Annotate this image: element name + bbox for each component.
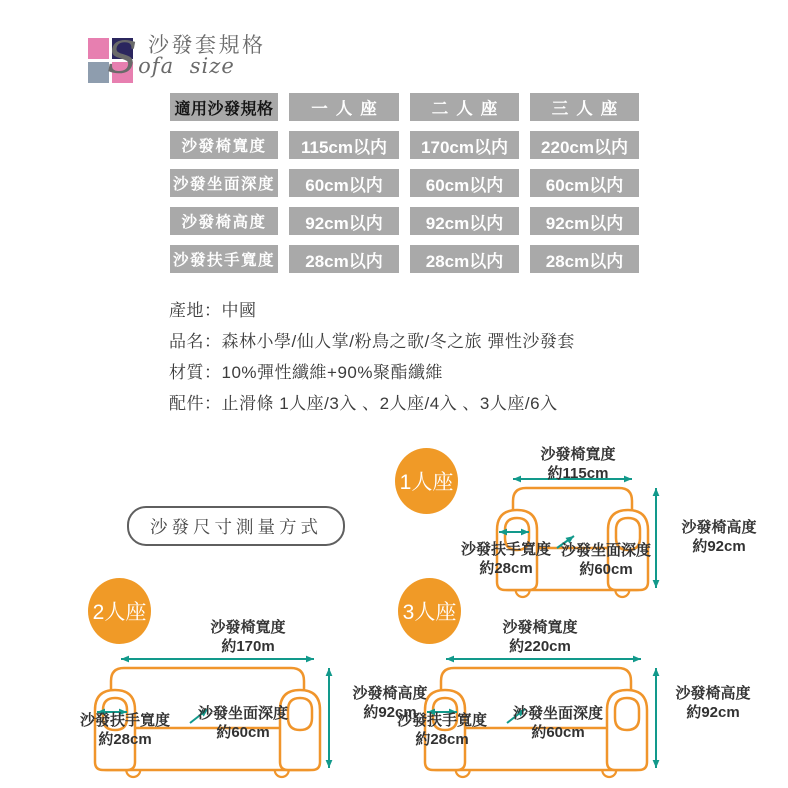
seat-depth-measure-label: 沙發坐面深度 約60cm	[197, 705, 288, 741]
width-measure-label: 沙發椅寬度 約220cm	[502, 619, 578, 655]
spec-cell: 115cm以内	[289, 131, 399, 159]
spec-cell: 60cm以内	[530, 169, 639, 197]
info-line-accessory: 配件：止滑條 1人座/3入 、2人座/4入 、3人座/6入	[169, 394, 558, 413]
armrest-measure-label: 沙發扶手寬度 約28cm	[396, 712, 487, 748]
column-header-3-seater: 三人座	[530, 93, 639, 121]
spec-cell: 60cm以内	[410, 169, 519, 197]
spec-table	[170, 93, 639, 273]
info-line-material: 材質：10%彈性纖維+90%聚酯纖維	[169, 363, 443, 382]
armrest-measure-label: 沙發扶手寬度 約28cm	[79, 712, 170, 748]
spec-cell: 28cm以内	[289, 245, 399, 273]
row-label-sofa-height: 沙發椅高度	[170, 207, 278, 235]
table-corner-header: 適用沙發規格	[170, 93, 278, 121]
seat-depth-measure-label: 沙發坐面深度 約60cm	[512, 705, 603, 741]
spec-cell: 28cm以内	[410, 245, 519, 273]
height-measure-label: 沙發椅高度 約92cm	[352, 685, 428, 721]
column-header-1-seater: 一人座	[289, 93, 399, 121]
badge-2-seater: 2人座	[88, 578, 151, 644]
badge-1-seater: 1人座	[395, 448, 458, 514]
column-header-2-seater: 二人座	[410, 93, 519, 121]
logo-square-slate-icon	[88, 62, 109, 83]
info-line-origin: 產地：中國	[169, 301, 257, 320]
product-info	[169, 296, 575, 420]
row-label-sofa-width: 沙發椅寬度	[170, 131, 278, 159]
spec-cell: 92cm以内	[530, 207, 639, 235]
spec-cell: 60cm以内	[289, 169, 399, 197]
height-measure-label: 沙發椅高度 約92cm	[675, 685, 751, 721]
spec-cell: 170cm以内	[410, 131, 519, 159]
spec-cell: 220cm以内	[530, 131, 639, 159]
spec-cell: 92cm以内	[410, 207, 519, 235]
seat-depth-measure-label: 沙發坐面深度 約60cm	[560, 542, 651, 578]
page-subtitle: Sofa size	[107, 33, 235, 84]
row-label-armrest-width: 沙發扶手寬度	[170, 245, 278, 273]
width-measure-label: 沙發椅寬度 約115cm	[540, 446, 616, 482]
row-label-seat-depth: 沙發坐面深度	[170, 169, 278, 197]
logo-square-pink-top-icon	[88, 38, 109, 59]
spec-cell: 28cm以内	[530, 245, 639, 273]
width-measure-label: 沙發椅寬度 約170m	[210, 619, 286, 655]
badge-3-seater: 3人座	[398, 578, 461, 644]
page-title: 沙發套規格	[148, 34, 266, 57]
diagram-3-seater	[396, 578, 788, 783]
info-line-name: 品名：森林小學/仙人掌/粉鳥之歌/冬之旅 彈性沙發套	[169, 332, 575, 351]
armrest-measure-label: 沙發扶手寬度 約28cm	[460, 541, 551, 577]
spec-cell: 92cm以内	[289, 207, 399, 235]
measure-section-title: 沙發尺寸測量方式	[127, 506, 345, 546]
height-measure-label: 沙發椅高度 約92cm	[681, 519, 757, 555]
